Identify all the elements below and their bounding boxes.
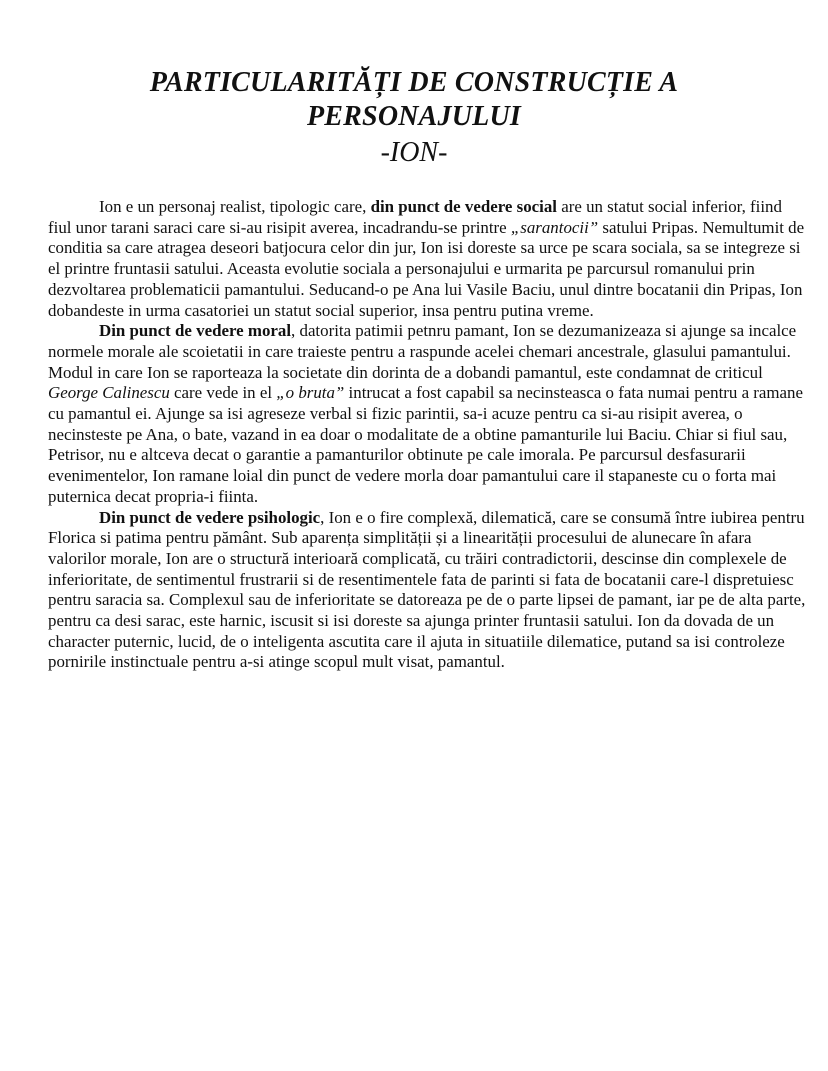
document-body — [48, 197, 808, 673]
paragraph-text: Ion e un personaj realist, tipologic care, — [99, 197, 371, 216]
bold-heading-moral: Din punct de vedere moral — [99, 321, 292, 341]
document-subtitle: -ION- — [380, 137, 448, 168]
paragraph-psychological — [48, 508, 808, 674]
bold-heading-social: din punct de vedere social — [370, 197, 557, 216]
paragraph-text: are un statut social inferior, fiind fiul unor tarani saraci care si-au risipit averea, incadrandu-se printre — [48, 197, 782, 237]
paragraph-social — [48, 197, 808, 321]
paragraph-text: , datorita patimii petnru pamant, Ion se dezumanizeaza si ajunge sa incalce normele morale ale scoietatii in care traieste pentru a raspunde acelei chemari ancestrale, glasului pamantului. Modul in care Ion se raporteaza la societate din dorinta de a dobandi pamantul, este condamnat de criticul — [48, 321, 797, 382]
italic-critic-name: George Calinescu — [48, 383, 170, 403]
paragraph-moral — [48, 321, 808, 507]
bold-heading-psychological: Din punct de vedere psihologic — [99, 507, 321, 527]
paragraph-text: , Ion e o fire complexă, dilematică, care se consumă între iubirea pentru Florica si patima pentru pământ. Sub aparența simplității și a linearității procesului de alunecare în afara valorilor morale, Ion are o structură interioară complicată, cu trăiri contradictorii, descinse din complexele de inferioritate, de sentimentul frustrarii si de resentimentele fata de parinti si fata de bocatanii care-l dispretuiesc pentru saracia sa. Complexul sau de inferioritate se datoreaza pe de o parte lipsei de pamant, iar pe de alta parte, pentru ca desi sarac, este harnic, iscusit si isi doreste sa ajunga printer fruntasii satului. Ion da dovada de un character puternic, lucid, de o inteligenta ascutita care il ajuta in situatiile dilematice, putand sa isi controleze pornirile instinctuale pentru a-si atinge scopul mult visat, pamantul. — [48, 507, 806, 672]
title-line-2: PERSONAJULUI — [307, 101, 521, 132]
title-line-1: PARTICULARITĂȚI DE CONSTRUCȚIE A — [149, 67, 679, 98]
italic-quote: „sarantocii” — [510, 217, 599, 237]
paragraph-text: satului Pripas. Nemultumit de conditia sa care atragea deseori batjocura celor din jur, Ion isi doreste sa urce pe scara sociala, sa se integreze si el printre fruntasii satului. Aceasta evolutie sociala a personajului e urmarita pe parcursul romanului prin dezvoltarea problematicii pamantului. Seducand-o pe Ana lui Vasile Baciu, unul dintre bocatanii din Pripas, Ion dobandeste in urma casatoriei un statut social superior, insa pentru putina vreme. — [48, 217, 805, 320]
paragraph-text: intrucat a fost capabil sa necinsteasca o fata numai pentru a ramane cu pamantul ei. Ajunge sa isi agreseze verbal si fizic parintii, sa-i acuze pentru ca si-au risipit averea, o necinsteste pe Ana, o bate, vazand in ea doar o modalitate de a obtine pamanturile lui Baciu. Chiar si fiul sau, Petrisor, nu e altceva decat o garantie a pamanturilor obtinute pe cale imorala. Pe parcursul desfasurarii evenimentelor, Ion ramane loial din punct de vedere morla doar pamantului care il stapaneste cu o forta mai puternica decat propria-i fiinta. — [48, 383, 803, 506]
italic-quote: „o bruta” — [276, 383, 345, 403]
paragraph-text: care vede in el — [169, 383, 277, 403]
document-title — [0, 66, 828, 134]
